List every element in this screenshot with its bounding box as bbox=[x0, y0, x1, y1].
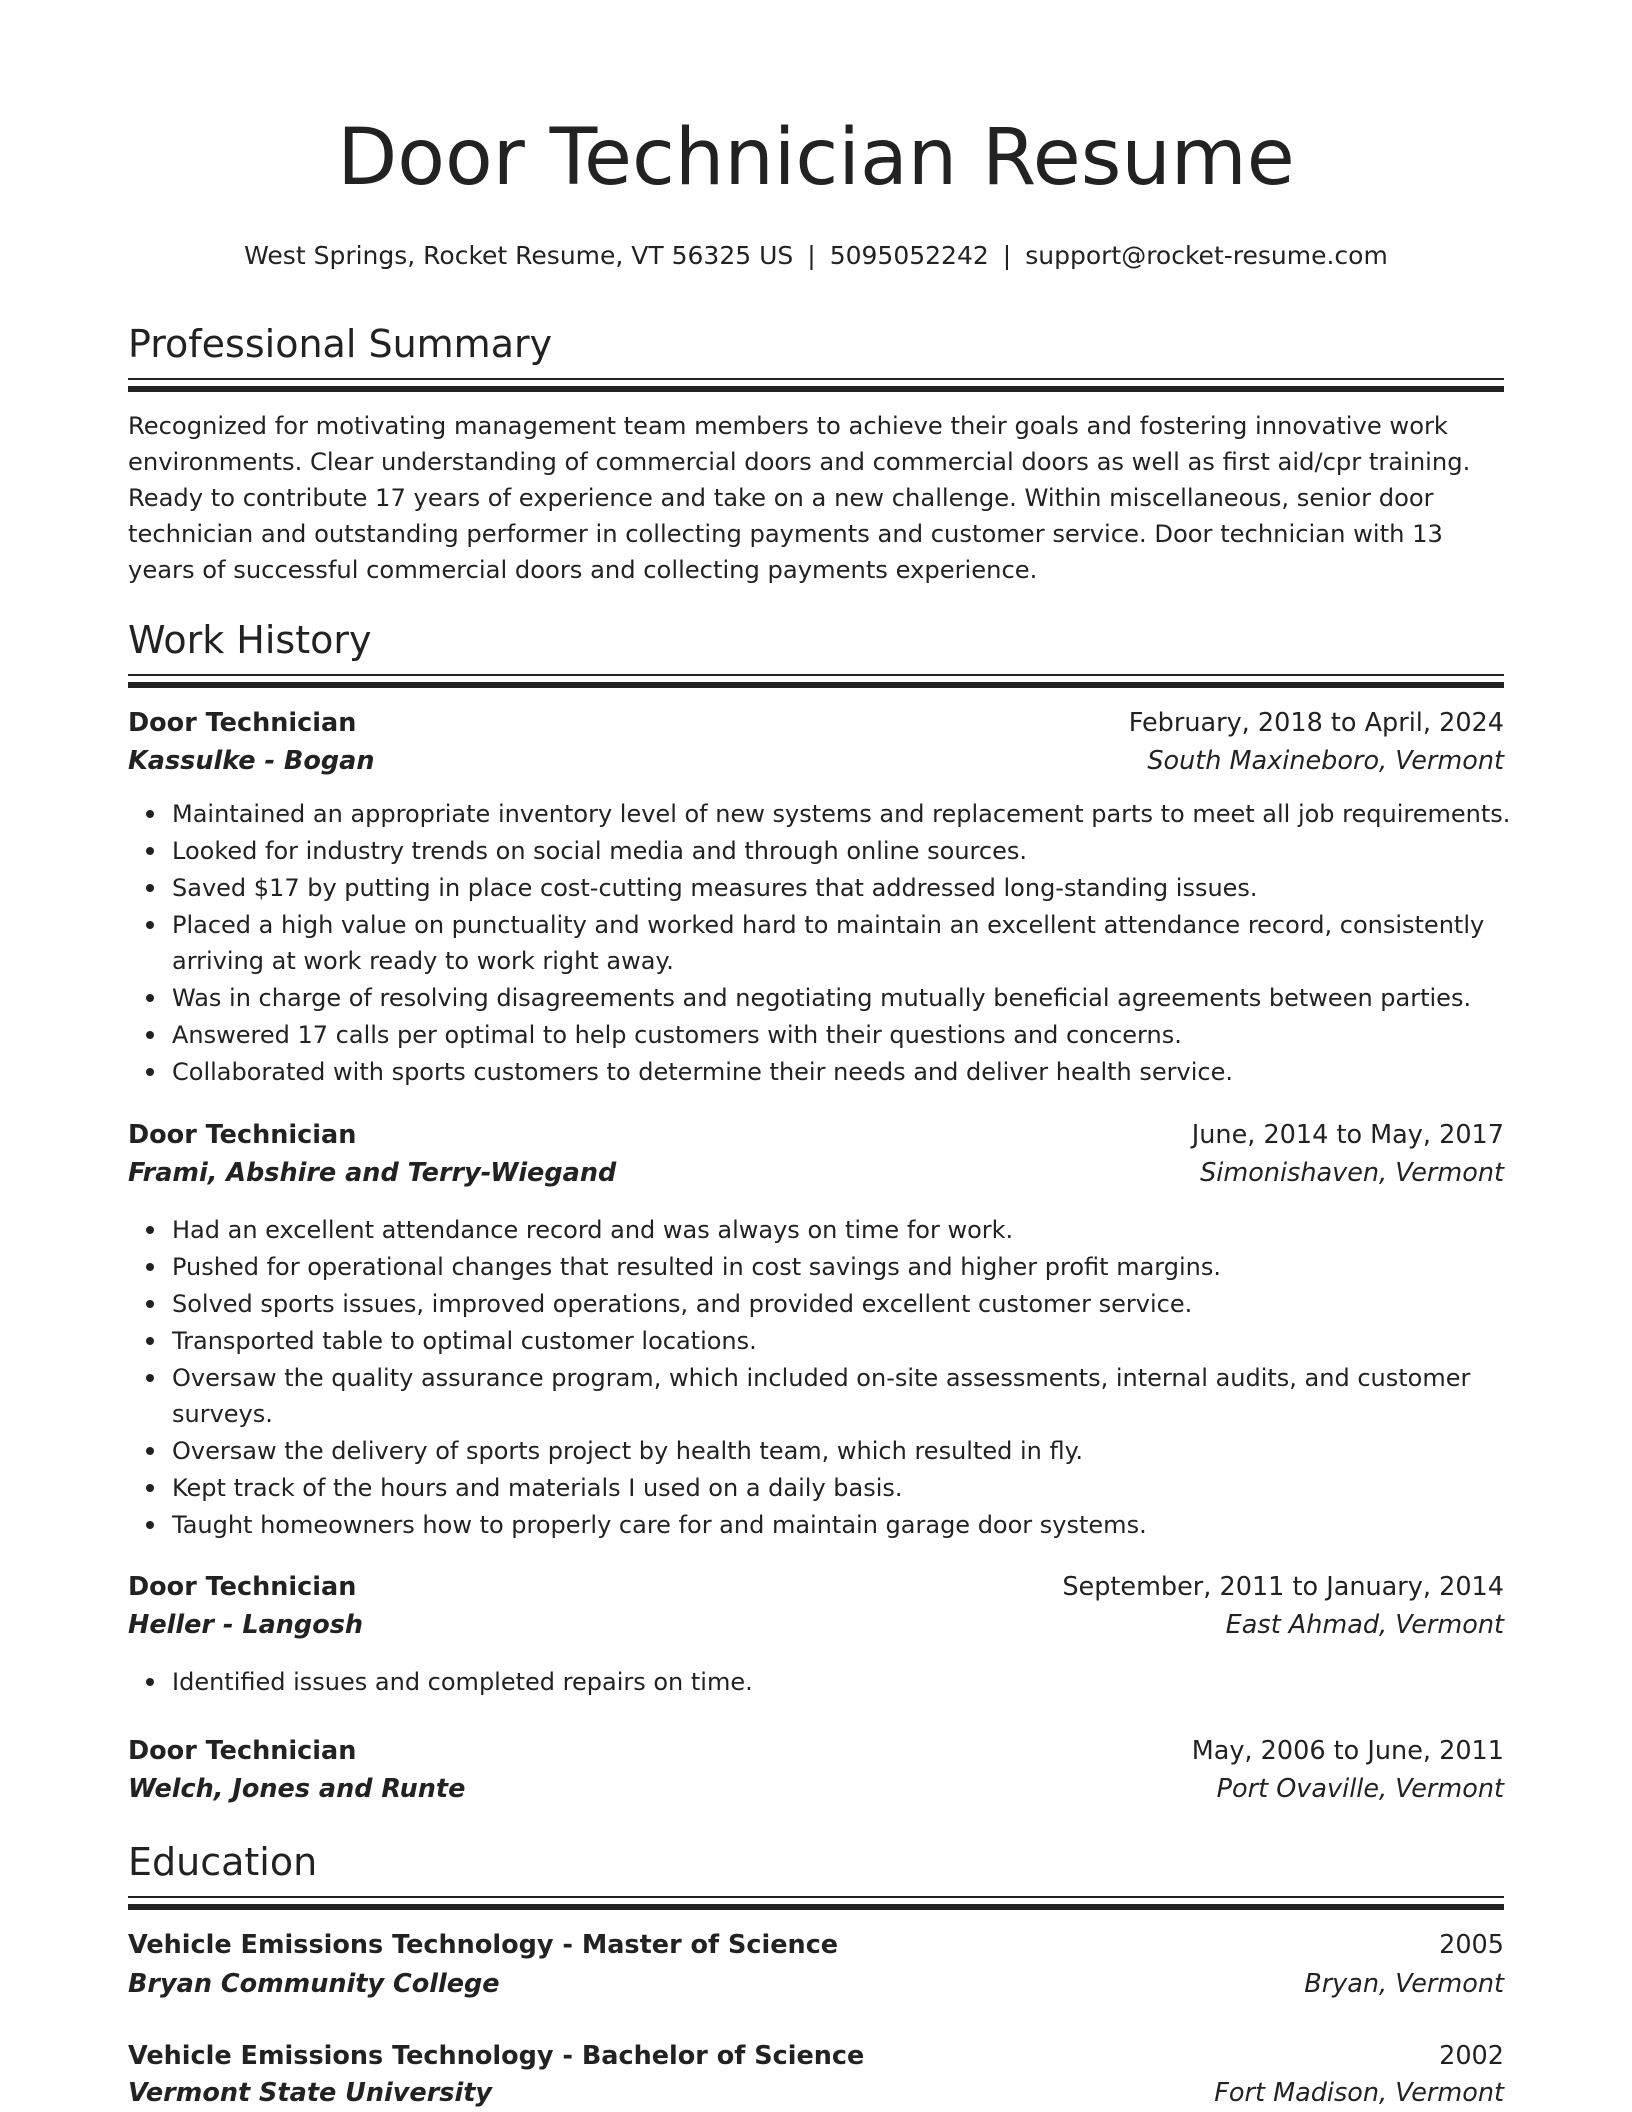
job-dates: June, 2014 to May, 2017 bbox=[1191, 1120, 1504, 1150]
job-company: Frami, Abshire and Terry-Wiegand bbox=[128, 1158, 617, 1188]
job-header bbox=[128, 1116, 1504, 1154]
job-bullets bbox=[128, 796, 1548, 1091]
education-header bbox=[128, 1926, 1504, 1964]
education-subheader bbox=[128, 2074, 1504, 2112]
job-dates: September, 2011 to January, 2014 bbox=[1062, 1572, 1504, 1602]
job-company: Welch, Jones and Runte bbox=[128, 1774, 466, 1804]
list-item: Placed a high value on punctuality and worked hard to maintain an excellent attendance record, consistently arriving at work ready to work right away. bbox=[172, 907, 1548, 979]
job-subheader bbox=[128, 742, 1504, 780]
education-school: Bryan Community College bbox=[128, 1969, 500, 1999]
list-item: Taught homeowners how to properly care for and maintain garage door systems. bbox=[172, 1507, 1548, 1543]
job-company: Kassulke - Bogan bbox=[128, 746, 375, 776]
list-item: Looked for industry trends on social media and through online sources. bbox=[172, 833, 1548, 869]
job-location: Simonishaven, Vermont bbox=[1200, 1158, 1504, 1188]
section-divider bbox=[128, 674, 1504, 690]
list-item: Kept track of the hours and materials I used on a daily basis. bbox=[172, 1470, 1548, 1506]
job-dates: February, 2018 to April, 2024 bbox=[1128, 708, 1504, 738]
job-location: East Ahmad, Vermont bbox=[1225, 1610, 1504, 1640]
education-year: 2005 bbox=[1439, 1930, 1504, 1960]
education-subheader bbox=[128, 1965, 1504, 2003]
education-header bbox=[128, 2037, 1504, 2075]
job-subheader bbox=[128, 1154, 1504, 1192]
list-item: Was in charge of resolving disagreements and negotiating mutually beneficial agreements between parties. bbox=[172, 980, 1548, 1016]
job-subheader bbox=[128, 1770, 1504, 1808]
section-title-work: Work History bbox=[128, 618, 372, 662]
job-location: Port Ovaville, Vermont bbox=[1216, 1774, 1504, 1804]
job-position: Door Technician bbox=[128, 1736, 357, 1766]
list-item: Answered 17 calls per optimal to help customers with their questions and concerns. bbox=[172, 1017, 1548, 1053]
summary-text: Recognized for motivating management team members to achieve their goals and fostering innovative work environments. Clear understanding of commercial doors and commercial doors as well as first aid/cpr training. Ready to contribute 17 years of experience and take on a new challenge. Within miscellaneous, senior door technician and outstanding performer in collecting payments and customer service. Door technician with 13 years of successful commercial doors and collecting payments experience. bbox=[128, 412, 1471, 584]
job-bullets bbox=[128, 1664, 1548, 1701]
list-item: Identified issues and completed repairs on time. bbox=[172, 1664, 1548, 1700]
list-item: Solved sports issues, improved operations, and provided excellent customer service. bbox=[172, 1286, 1548, 1322]
job-position: Door Technician bbox=[128, 1120, 357, 1150]
education-school: Vermont State University bbox=[128, 2078, 493, 2108]
contact-line bbox=[128, 238, 1504, 274]
job-bullets bbox=[128, 1212, 1548, 1544]
contact-address: West Springs, Rocket Resume, VT 56325 US bbox=[244, 241, 794, 270]
contact-email: support@rocket-resume.com bbox=[1025, 241, 1388, 270]
education-degree: Vehicle Emissions Technology - Master of Science bbox=[128, 1930, 839, 1960]
contact-separator: | bbox=[807, 241, 816, 270]
job-subheader bbox=[128, 1606, 1504, 1644]
list-item: Maintained an appropriate inventory level of new systems and replacement parts to meet all job requirements. bbox=[172, 796, 1548, 832]
section-title-summary: Professional Summary bbox=[128, 322, 553, 366]
job-header bbox=[128, 1568, 1504, 1606]
section-divider bbox=[128, 1896, 1504, 1912]
list-item: Had an excellent attendance record and was always on time for work. bbox=[172, 1212, 1548, 1248]
section-divider bbox=[128, 378, 1504, 394]
job-company: Heller - Langosh bbox=[128, 1610, 364, 1640]
list-item: Oversaw the quality assurance program, which included on-site assessments, internal audits, and customer surveys. bbox=[172, 1360, 1548, 1432]
section-title-education: Education bbox=[128, 1840, 318, 1884]
job-location: South Maxineboro, Vermont bbox=[1147, 746, 1504, 776]
job-position: Door Technician bbox=[128, 1572, 357, 1602]
contact-separator: | bbox=[1002, 241, 1012, 270]
job-header bbox=[128, 704, 1504, 742]
list-item: Saved $17 by putting in place cost-cutting measures that addressed long-standing issues. bbox=[172, 870, 1548, 906]
list-item: Collaborated with sports customers to determine their needs and deliver health service. bbox=[172, 1054, 1548, 1090]
list-item: Oversaw the delivery of sports project by health team, which resulted in fly. bbox=[172, 1433, 1548, 1469]
list-item: Pushed for operational changes that resulted in cost savings and higher profit margins. bbox=[172, 1249, 1548, 1285]
contact-phone: 5095052242 bbox=[829, 241, 989, 270]
education-year: 2002 bbox=[1439, 2041, 1504, 2071]
education-degree: Vehicle Emissions Technology - Bachelor of Science bbox=[128, 2041, 865, 2071]
job-header bbox=[128, 1732, 1504, 1770]
job-dates: May, 2006 to June, 2011 bbox=[1191, 1736, 1504, 1766]
education-location: Fort Madison, Vermont bbox=[1214, 2078, 1504, 2108]
list-item: Transported table to optimal customer locations. bbox=[172, 1323, 1548, 1359]
education-location: Bryan, Vermont bbox=[1304, 1969, 1504, 1999]
job-position: Door Technician bbox=[128, 708, 357, 738]
resume-title: Door Technician Resume bbox=[337, 113, 1295, 203]
